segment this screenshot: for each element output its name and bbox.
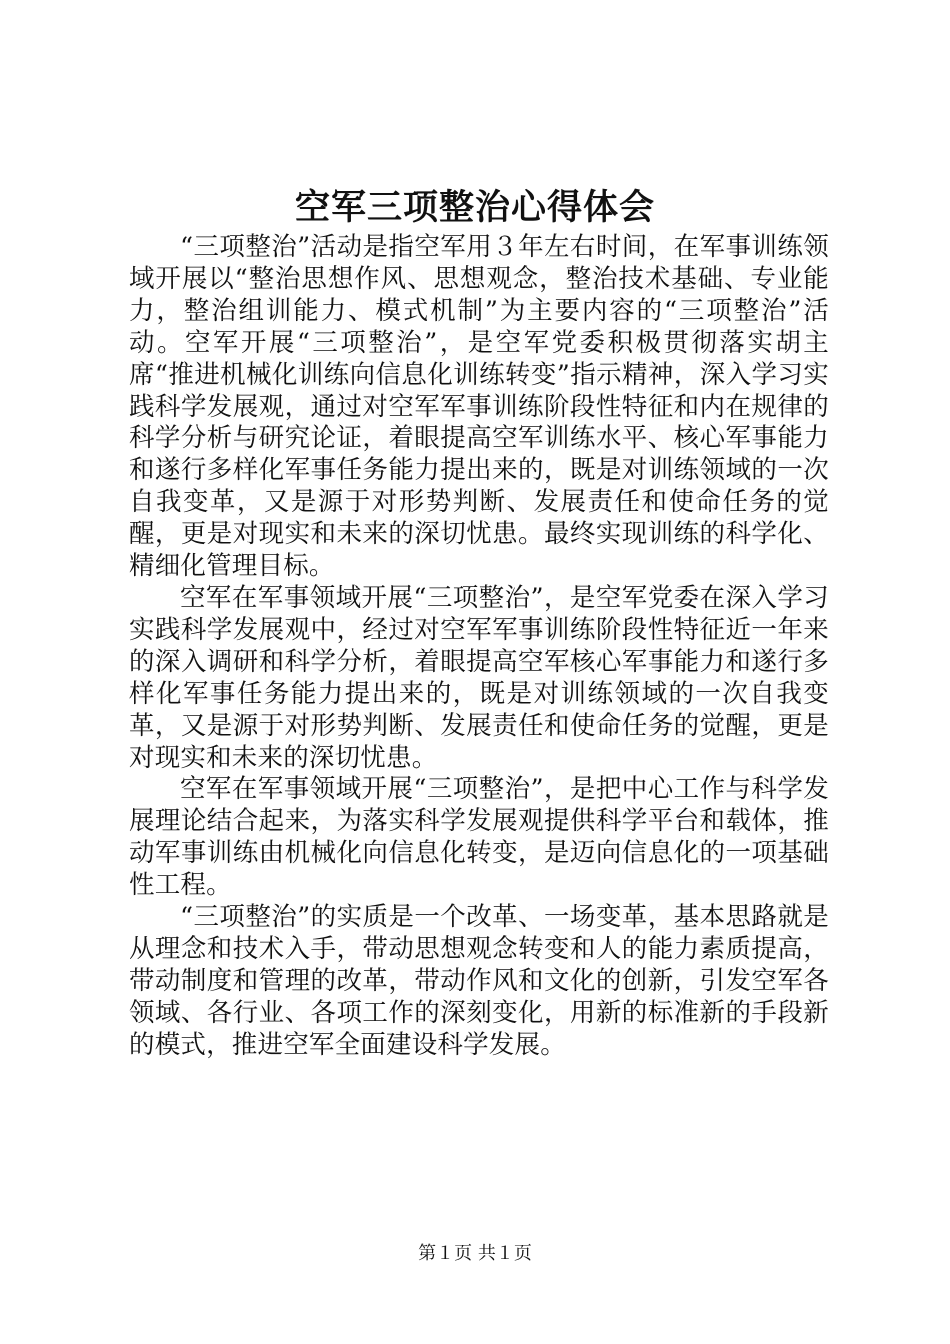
paragraph-1: “三项整治”活动是指空军用３年左右时间，在军事训练领域开展以“整治思想作风、思想观念，整治技术基础、专业能力，整治组训能力、模式机制”为主要内容的“三项整治”活动。空军开展“三项整治”，是空军党委积极贯彻落实胡主席“推进机械化训练向信息化训练转变”指示精神，深入学习实践科学发展观，通过对空军军事训练阶段性特征和内在规律的科学分析与研究论证，着眼提高空军训练水平、核心军事能力和遂行多样化军事任务能力提出来的，既是对训练领域的一次自我变革，又是源于对形势判断、发展责任和使命任务的觉醒，更是对现实和未来的深切忧患。最终实现训练的科学化、精细化管理目标。 (129, 232, 829, 582)
paragraph-4: “三项整治”的实质是一个改革、一场变革，基本思路就是从理念和技术入手，带动思想观念转变和人的能力素质提高，带动制度和管理的改革，带动作风和文化的创新，引发空军各领域、各行业、各项工作的深刻变化，用新的标准新的手段新的模式，推进空军全面建设科学发展。 (129, 902, 829, 1060)
paragraph-2: 空军在军事领域开展“三项整治”，是空军党委在深入学习实践科学发展观中，经过对空军军事训练阶段性特征近一年来的深入调研和科学分析，着眼提高空军核心军事能力和遂行多样化军事任务能力提出来的，既是对训练领域的一次自我变革，又是源于对形势判断、发展责任和使命任务的觉醒，更是对现实和未来的深切忧患。 (129, 582, 829, 773)
document-title: 空军三项整治心得体会 (294, 187, 655, 228)
paragraph-3: 空军在军事领域开展“三项整治”，是把中心工作与科学发展理论结合起来，为落实科学发展观提供科学平台和载体，推动军事训练由机械化向信息化转变，是迈向信息化的一项基础性工程。 (129, 774, 829, 901)
document-body (129, 232, 829, 1062)
page-number-footer: 第１页 共１页 (418, 1243, 532, 1264)
